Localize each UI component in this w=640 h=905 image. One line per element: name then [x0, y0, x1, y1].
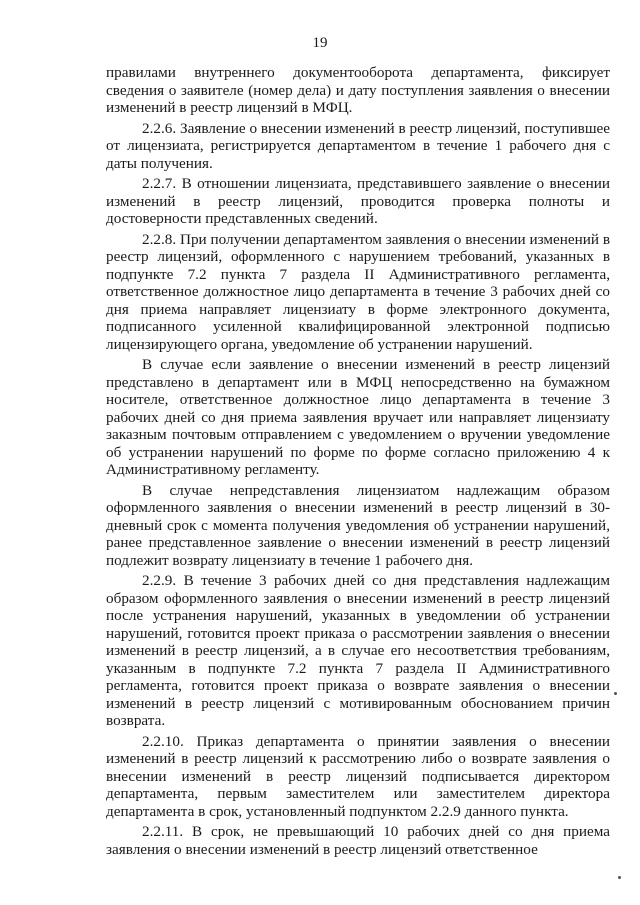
paragraph-paper-submission: В случае если заявление о внесении изменений в реестр лицензий представлено в департамент или в МФЦ непосредственно на бумажном носителе, ответственное должностное лицо департамента в течение 3 рабочих дней со дня приема заявления вручает или направляет лицензиату заказным почтовым отправлением с уведомлением о вручении уведомление об устранении нарушений по форме по форме согласно приложению 4 к Административному регламенту.	[106, 356, 610, 478]
scan-dot-mark	[614, 692, 617, 695]
page-number: 19	[312, 35, 328, 51]
scan-dot-mark	[618, 876, 621, 879]
paragraph-2-2-11: 2.2.11. В срок, не превышающий 10 рабочих дней со дня приема заявления о внесении изменений в реестр лицензий ответственное	[106, 823, 610, 858]
paragraph-non-submission: В случае непредставления лицензиатом надлежащим образом оформленного заявления о внесении изменений в реестр лицензий в 30-дневный срок с момента получения уведомления об устранении нарушений, ранее представленное заявление о внесении изменений в реестр лицензий подлежит возврату лицензиату в течение 1 рабочего дня.	[106, 481, 610, 569]
paragraph-2-2-6: 2.2.6. Заявление о внесении изменений в реестр лицензий, поступившее от лицензиата, регистрируется департаментом в течение 1 рабочего дня с даты получения.	[106, 119, 610, 172]
paragraph-2-2-7: 2.2.7. В отношении лицензиата, представившего заявление о внесении изменений в реестр лицензий, проводится проверка полноты и достоверности представленных сведений.	[106, 175, 610, 227]
paragraph-continuation: правилами внутреннего документооборота департамента, фиксирует сведения о заявителе (номер дела) и дату поступления заявления о внесении изменений в реестр лицензий в МФЦ.	[106, 64, 610, 116]
paragraph-2-2-8: 2.2.8. При получении департаментом заявления о внесении изменений в реестр лицензий, оформленного с нарушением требований, указанных в подпункте 7.2 пункта 7 раздела II Административного регламента, ответственное должностное лицо департамента в течение 3 рабочих дней со дня приема направляет лицензиату в форме электронного документа, подписанного усиленной квалифицированной электронной подписью лицензирующего органа, уведомление об устранении нарушений.	[106, 230, 610, 353]
paragraph-2-2-9: 2.2.9. В течение 3 рабочих дней со дня представления надлежащим образом оформленного заявления о внесении изменений в реестр лицензий после устранения нарушений, указанных в уведомлении об устранении нарушений, готовится проект приказа о рассмотрении заявления о внесении изменений в реестр лицензий, а в случае его несоответствия требованиям, указанным в подпункте 7.2 пункта 7 раздела II Административного регламента, готовится проект приказа о возврате заявления о внесении изменений в реестр лицензий с мотивированным обоснованием причин возврата.	[106, 572, 610, 729]
paragraph-2-2-10: 2.2.10. Приказ департамента о принятии заявления о внесении изменений в реестр лицензий к рассмотрению либо о возврате заявления о внесении изменений в реестр лицензий подписывается директором департамента, первым заместителем или заместителем директора департамента в срок, установленный подпунктом 2.2.9 данного пункта.	[106, 732, 610, 820]
document-body	[106, 64, 610, 861]
